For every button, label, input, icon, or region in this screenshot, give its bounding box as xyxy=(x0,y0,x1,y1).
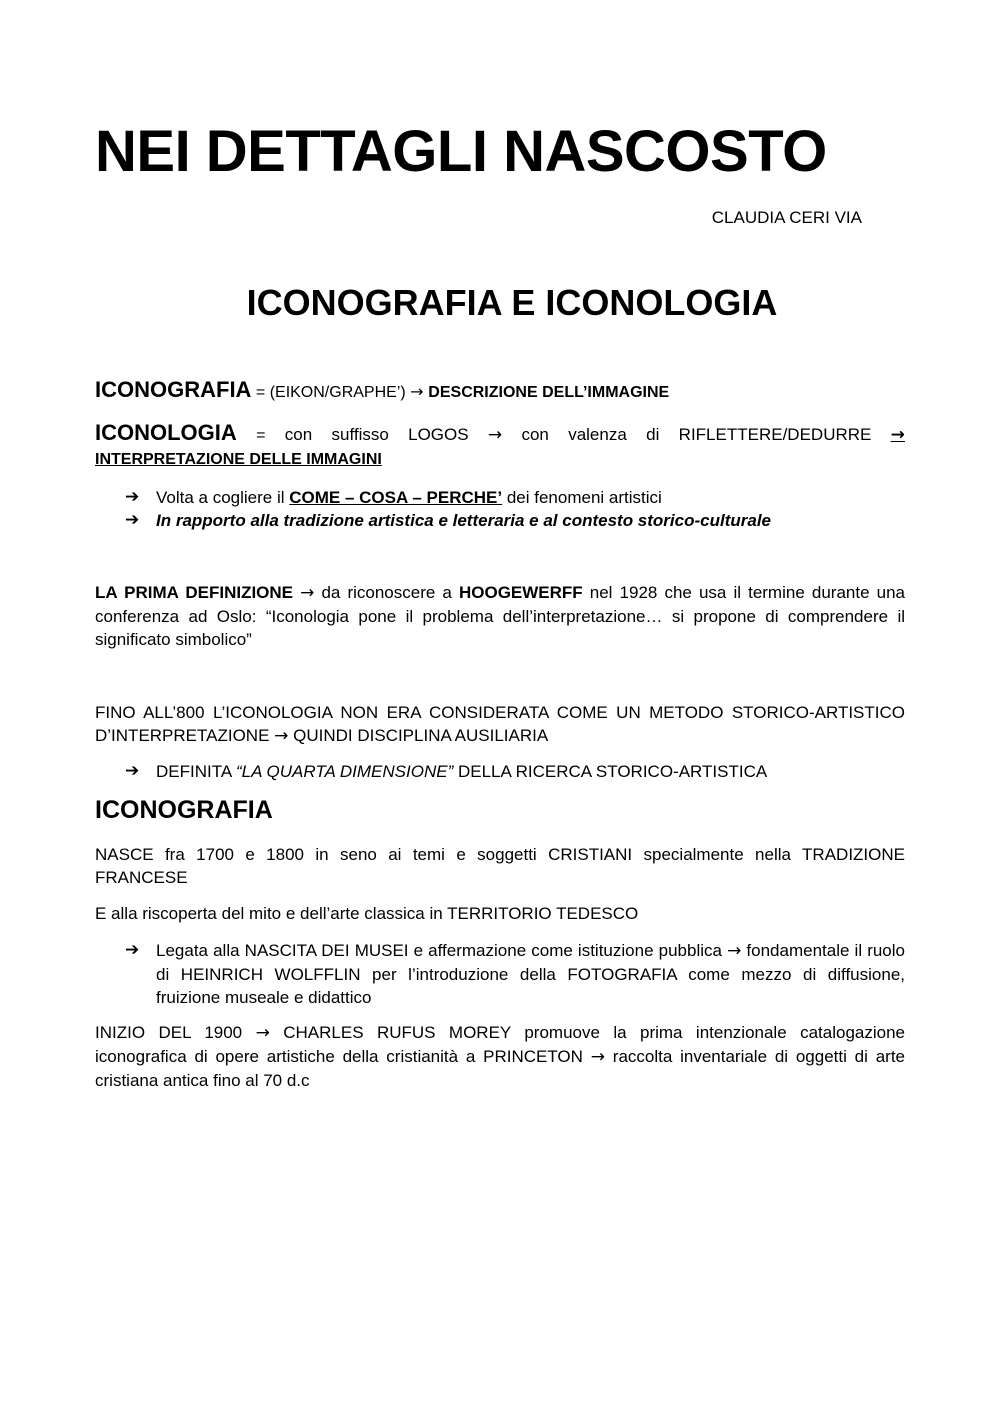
author-name: CLAUDIA CERI VIA xyxy=(711,208,862,227)
iconologia-word: suffisso xyxy=(331,425,389,444)
riscoperta-paragraph: E alla riscoperta del mito e dell’arte classica in TERRITORIO TEDESCO xyxy=(95,904,639,923)
document-title: NEI DETTAGLI NASCOSTO xyxy=(95,119,827,184)
prima-definizione-pre: da riconoscere a xyxy=(314,583,459,602)
iconografia-etymology: = (EIKON/GRAPHE’) xyxy=(251,384,411,401)
bullet-text-pre: Volta a cogliere il xyxy=(156,488,290,507)
fino-800-post: QUINDI DISCIPLINA AUSILIARIA xyxy=(288,726,549,745)
right-arrow-icon: → xyxy=(590,1047,605,1067)
bullet-emphasis: “LA QUARTA DIMENSIONE” xyxy=(235,762,454,781)
list-item xyxy=(125,486,905,509)
bullet-text-pre: Legata alla NASCITA DEI MUSEI e affermazione come istituzione pubblica xyxy=(156,941,728,960)
right-arrow-icon: → xyxy=(727,941,742,961)
section-heading: ICONOGRAFIA xyxy=(95,796,273,824)
bullet-text-post: fondamentale il ruolo di HEINRICH WOLFFLIN per l’introduzione della FOTOGRAFIA come mezzo di diffusione, fruizione museale e didattico xyxy=(156,941,905,1007)
bullet-list-quarta-dimensione xyxy=(125,760,905,783)
bullet-arrow-icon: ➔ xyxy=(125,761,140,781)
list-item xyxy=(125,939,905,1009)
bullet-arrow-icon: ➔ xyxy=(125,510,140,530)
bullet-arrow-icon: ➔ xyxy=(125,940,140,960)
bullet-text-post: dei fenomeni artistici xyxy=(502,488,662,507)
prima-definizione-post: nel 1928 che usa il termine durante una conferenza ad Oslo: “Iconologia pone il problema dell’interpretazione… si propone di comprendere il significato simbolico” xyxy=(95,583,905,649)
fino-800-paragraph xyxy=(95,701,905,748)
iconologia-definition xyxy=(95,421,905,471)
right-arrow-icon: → xyxy=(410,382,424,401)
iconologia-eq: = xyxy=(256,427,266,444)
iconologia-word: con xyxy=(521,425,549,444)
iconologia-word: con xyxy=(284,425,313,444)
iconologia-word: valenza xyxy=(568,425,627,444)
prima-definizione-paragraph xyxy=(95,581,905,651)
bullet-text: In rapporto alla tradizione artistica e letteraria e al contesto storico-culturale xyxy=(156,511,772,530)
right-arrow-icon: → xyxy=(300,583,315,603)
bullet-text-post: DELLA RICERCA STORICO-ARTISTICA xyxy=(453,762,768,781)
nasce-paragraph: NASCE fra 1700 e 1800 in seno ai temi e soggetti CRISTIANI specialmente nella TRADIZIONE FRANCESE xyxy=(95,845,905,887)
iconologia-word: RIFLETTERE/DEDURRE xyxy=(678,425,872,444)
bullet-list-iconologia xyxy=(125,486,905,532)
right-arrow-icon: → xyxy=(274,726,289,746)
bullet-text-pre: DEFINITA xyxy=(156,762,236,781)
iconologia-word: LOGOS xyxy=(408,425,469,444)
iconologia-term: ICONOLOGIA xyxy=(95,420,237,445)
right-arrow-icon: → xyxy=(487,425,503,445)
hoogewerff-name: HOOGEWERFF xyxy=(458,583,583,602)
iconografia-term: ICONOGRAFIA xyxy=(95,377,252,402)
iconografia-definition xyxy=(95,378,905,404)
list-item xyxy=(125,509,905,532)
bullet-list-musei xyxy=(125,939,905,1009)
fino-800-text: FINO ALL’800 L’ICONOLOGIA NON ERA CONSIDERATA COME UN METODO STORICO-ARTISTICO D’INTERPRETAZIONE xyxy=(95,703,905,745)
document-subtitle: ICONOGRAFIA E ICONOLOGIA xyxy=(246,282,778,323)
list-item xyxy=(125,760,905,783)
right-arrow-icon: → xyxy=(890,425,905,445)
inizio-1900-paragraph xyxy=(95,1021,905,1092)
inizio-1900-pre: INIZIO DEL 1900 xyxy=(95,1023,256,1042)
inizio-1900-mid: CHARLES RUFUS MOREY promuove la prima intenzionale catalogazione iconografica di opere artistiche della cristianità a PRINCETON xyxy=(95,1023,905,1066)
inizio-1900-post: raccolta inventariale di oggetti di arte cristiana antica fino al 70 d.c xyxy=(95,1047,906,1090)
bullet-arrow-icon: ➔ xyxy=(125,487,140,507)
bullet-emphasis: COME – COSA – PERCHE’ xyxy=(289,488,503,507)
iconologia-result: INTERPRETAZIONE DELLE IMMAGINI xyxy=(95,451,382,468)
iconologia-word: di xyxy=(646,425,660,444)
right-arrow-icon: → xyxy=(255,1023,270,1043)
iconografia-result: DESCRIZIONE DELL’IMMAGINE xyxy=(428,384,670,401)
prima-definizione-label: LA PRIMA DEFINIZIONE xyxy=(95,583,294,602)
